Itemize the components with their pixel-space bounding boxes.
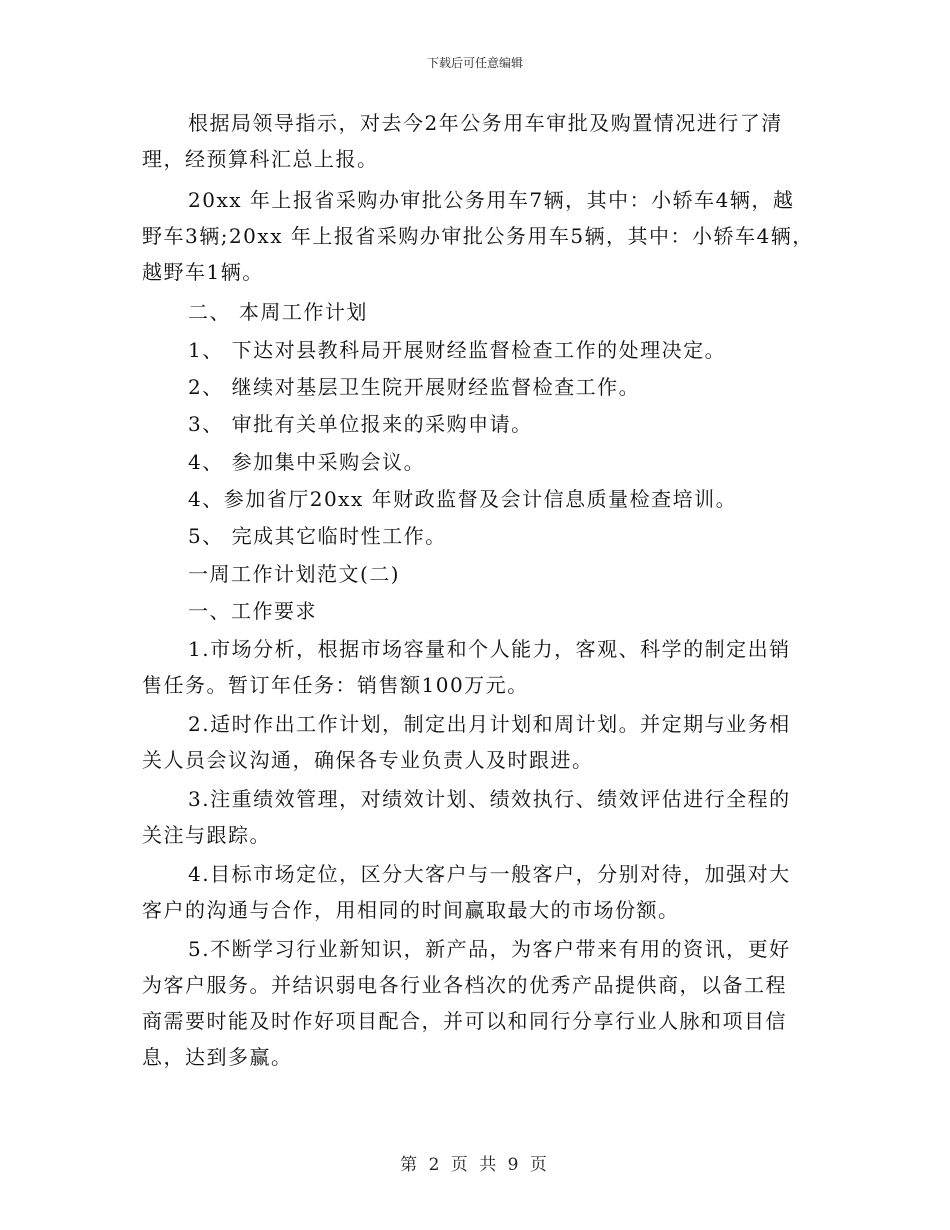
- section-heading: 二、 本周工作计划: [188, 300, 368, 324]
- list-item: 5、 完成其它临时性工作。: [188, 524, 447, 548]
- paragraph-line: 理，经预算科汇总上报。: [142, 147, 379, 171]
- paragraph-line: 商需要时能及时作好项目配合，并可以和同行分享行业人脉和项目信: [142, 1009, 787, 1033]
- list-item: 4、参加省厅20xx 年财政监督及会计信息质量检查培训。: [188, 487, 738, 511]
- paragraph-line: 3.注重绩效管理，对绩效计划、绩效执行、绩效评估进行全程的: [188, 787, 791, 811]
- section-title: 一周工作计划范文(二): [188, 562, 401, 586]
- paragraph-line: 4.目标市场定位，区分大客户与一般客户，分别对待，加强对大: [188, 862, 791, 886]
- list-item: 1、 下达对县教科局开展财经监督检查工作的处理决定。: [188, 338, 727, 362]
- paragraph-line: 息，达到多赢。: [142, 1045, 293, 1069]
- section-heading: 一、工作要求: [188, 599, 317, 623]
- paragraph-line: 关人员会议沟通，确保各专业负责人及时跟进。: [142, 748, 594, 772]
- paragraph-line: 20xx 年上报省采购办审批公务用车7辆，其中：小轿车4辆，越: [188, 188, 795, 212]
- list-item: 2、 继续对基层卫生院开展财经监督检查工作。: [188, 375, 641, 399]
- list-item: 3、 审批有关单位报来的采购申请。: [188, 412, 533, 436]
- page-header: 下载后可任意编辑: [426, 56, 523, 70]
- paragraph-line: 客户的沟通与合作，用相同的时间赢取最大的市场份额。: [142, 898, 680, 922]
- paragraph-line: 5.不断学习行业新知识，新产品，为客户带来有用的资讯，更好: [188, 937, 791, 961]
- paragraph-line: 越野车1辆。: [142, 260, 264, 284]
- page-footer: 第 2 页 共 9 页: [400, 1155, 550, 1175]
- paragraph-line: 关注与跟踪。: [142, 823, 271, 847]
- paragraph-line: 2.适时作出工作计划，制定出月计划和周计划。并定期与业务相: [188, 712, 791, 736]
- list-item: 4、 参加集中采购会议。: [188, 450, 426, 474]
- paragraph-line: 野车3辆;20xx 年上报省采购办审批公务用车5辆，其中：小轿车4辆，: [142, 224, 814, 248]
- paragraph-line: 1.市场分析，根据市场容量和个人能力，客观、科学的制定出销: [188, 637, 791, 661]
- paragraph-line: 售任务。暂订年任务：销售额100万元。: [142, 673, 529, 697]
- paragraph-line: 根据局领导指示，对去今2年公务用车审批及购置情况进行了清: [188, 111, 783, 135]
- paragraph-line: 为客户服务。并结识弱电各行业各档次的优秀产品提供商，以备工程: [142, 973, 787, 997]
